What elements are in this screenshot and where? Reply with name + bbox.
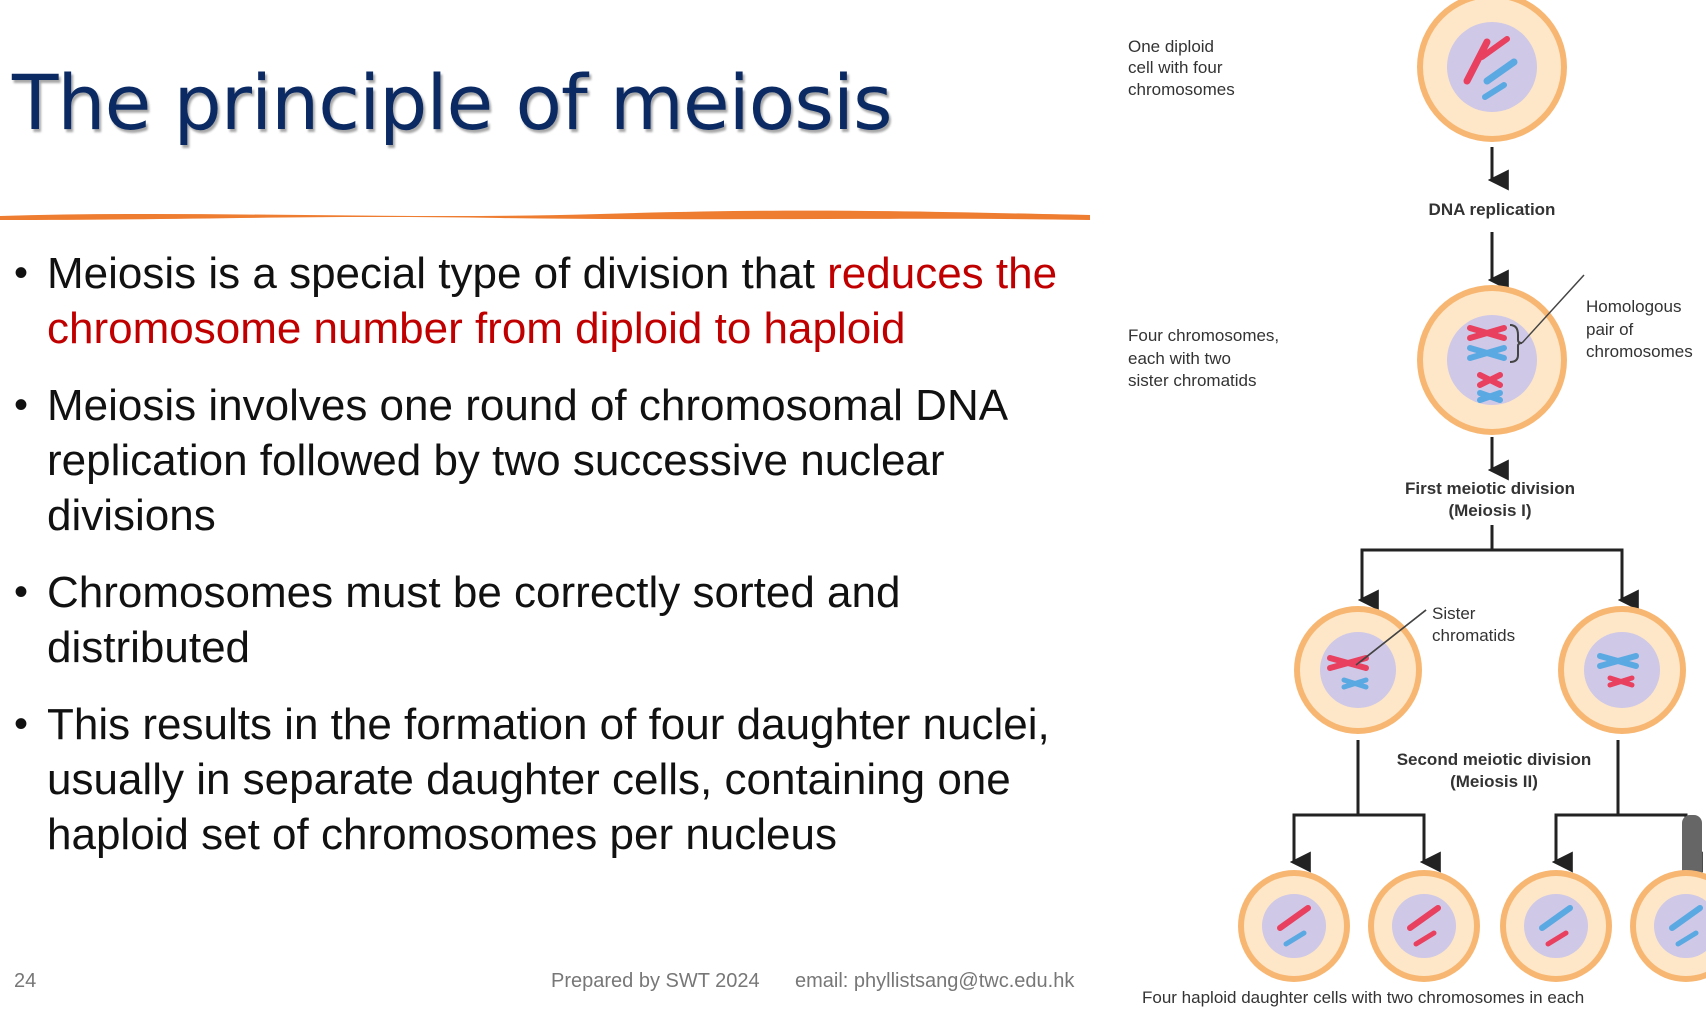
bullet-dot-icon: • [14, 570, 29, 614]
label-sister-1: Sister [1432, 604, 1476, 623]
bullet-dot-icon: • [14, 702, 29, 746]
bullet-text: Meiosis involves one round of chromosomal DNA replication followed by two successive nuclear divisions [47, 381, 1006, 540]
meiosis-diagram [1090, 0, 1706, 1026]
label-homologous-3: chromosomes [1586, 342, 1693, 361]
bullet-highlight: reduces the chromosome number from diploid to haploid [47, 249, 1058, 353]
label-four-chromosomes-2: each with two [1128, 349, 1231, 368]
title-underline [0, 208, 1090, 222]
label-result: Four haploid daughter cells with two chromosomes in each [1142, 988, 1585, 1007]
label-homologous-2: pair of [1586, 320, 1634, 339]
label-second-division-1: Second meiotic division [1396, 750, 1592, 769]
bullet-dot-icon: • [14, 383, 29, 427]
label-four-chromosomes-1: Four chromosomes, [1128, 326, 1280, 345]
footer-email: email: phyllistsang@twc.edu.hk [795, 970, 1075, 992]
label-four-chromosomes-3: sister chromatids [1128, 371, 1257, 390]
bullet-list [14, 246, 1094, 884]
label-diploid-1: One diploid [1128, 37, 1215, 56]
bullet-item [14, 246, 1094, 356]
bullet-text: Chromosomes must be correctly sorted and distributed [47, 568, 901, 672]
bullet-text: This results in the formation of four daughter nuclei, usually in separate daughter cells, containing one haploid set of chromosomes per nucleus [47, 700, 1050, 859]
label-diploid-3: chromosomes [1128, 80, 1235, 99]
haploid-cell-1 [1238, 870, 1350, 982]
bullet-text: Meiosis is a special type of division that [47, 249, 828, 298]
diploid-cell [1417, 0, 1567, 142]
label-first-division-1: First meiotic division [1404, 479, 1576, 498]
replicated-cell [1417, 275, 1584, 435]
label-diploid-2: cell with four [1128, 58, 1223, 77]
label-sister-2: chromatids [1432, 626, 1516, 645]
label-homologous-1: Homologous [1586, 297, 1682, 316]
bullet-item [14, 565, 1094, 675]
meiosis1-cell-left [1294, 606, 1426, 734]
slide-title: The principle of meiosis [12, 58, 892, 147]
haploid-cell-2 [1368, 870, 1480, 982]
label-dna-replication: DNA replication [1428, 200, 1556, 219]
label-first-division-2: (Meiosis I) [1448, 501, 1532, 520]
haploid-cell-4 [1630, 870, 1706, 982]
bullet-item [14, 378, 1094, 543]
bullet-dot-icon: • [14, 251, 29, 295]
footer-credit: Prepared by SWT 2024 [551, 970, 760, 992]
page-number: 24 [14, 970, 37, 992]
haploid-cell-3 [1500, 870, 1612, 982]
meiosis1-cell-right [1558, 606, 1686, 734]
label-second-division-2: (Meiosis II) [1450, 772, 1538, 791]
bullet-item [14, 697, 1094, 862]
